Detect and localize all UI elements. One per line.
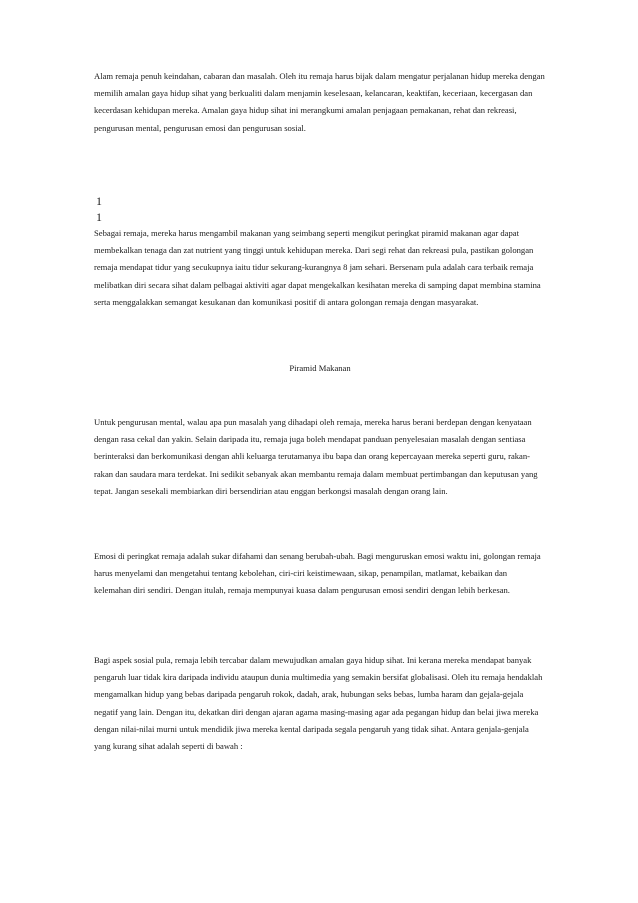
figure-caption: Piramid Makanan [289, 363, 351, 373]
paragraph-nutrition-rest: Sebagai remaja, mereka harus mengambil makanan yang seimbang seperti mengikut peringkat piramid makanan agar dapat membekalkan tenaga dan zat nutrient yang tinggi untuk kehidupan mereka. Dari segi rehat dan rekreasi pula, pastikan golongan remaja mendapat tidur yang secukupnya iaitu tidur sekurang-kurangnya 8 jam sehari. Bersenam pula adalah cara terbaik remaja melibatkan diri secara sihat dalam pelbagai aktiviti agar dapat mengekalkan kesihatan mereka di samping dapat membina stamina serta menggalakkan semangat kesukanan dan komunikasi positif di antara golongan remaja dengan masyarakat. [94, 228, 541, 307]
page-marker-2: 1 [96, 210, 102, 224]
paragraph-social: Bagi aspek sosial pula, remaja lebih tercabar dalam mewujudkan amalan gaya hidup sihat. Ini kerana mereka mendapat banyak pengaruh luar tidak kira daripada individu ataupun dunia multimedia yang semakin bersifat globalisasi. Oleh itu remaja hendaklah mengamalkan hidup yang bebas daripada pengaruh rokok, dadah, arak, hubungan seks bebas, lumba haram dan gejala-gejala negatif yang lain. Dengan itu, dekatkan diri dengan ajaran agama masing-masing agar ada pegangan hidup dan belai jiwa mereka dengan nilai-nilai murni untuk mendidik jiwa mereka kental daripada segala pengaruh yang tidak sihat. Antara genjala-genjala yang kurang sihat adalah seperti di bawah : [94, 655, 543, 752]
paragraph-mental: Untuk pengurusan mental, walau apa pun masalah yang dihadapi oleh remaja, mereka harus berani berdepan dengan kenyataan dengan rasa cekal dan yakin. Selain daripada itu, remaja juga boleh mendapat panduan penyelesaian masalah dengan sentiasa berinteraksi dan berkomunikasi dengan ahli keluarga terutamanya ibu bapa dan orang kepercayaan mereka seperti guru, rakan-rakan dan saudara mara terdekat. Ini sedikit sebanyak akan membantu remaja dalam membuat pertimbangan dan keputusan yang tepat. Jangan sesekali membiarkan diri bersendirian atau enggan berkongsi masalah dengan orang lain. [94, 417, 538, 496]
page-marker-1: 1 [96, 194, 102, 208]
paragraph-intro: Alam remaja penuh keindahan, cabaran dan masalah. Oleh itu remaja harus bijak dalam mengatur perjalanan hidup mereka dengan memilih amalan gaya hidup sihat yang berkualiti dalam menjamin keselesaan, kelancaran, keaktifan, keceriaan, kecergasan dan kecerdasan kehidupan mereka. Amalan gaya hidup sihat ini merangkumi amalan penjagaan pemakanan, rehat dan rekreasi, pengurusan mental, pengurusan emosi dan pengurusan sosial. [94, 71, 545, 133]
paragraph-emotion: Emosi di peringkat remaja adalah sukar difahami dan senang berubah-ubah. Bagi menguruskan emosi waktu ini, golongan remaja harus menyelami dan mengetahui tentang kebolehan, ciri-ciri keistimewaan, sikap, penampilan, matlamat, kebaikan dan kelemahan diri sendiri. Dengan itulah, remaja mempunyai kuasa dalam pengurusan emosi sendiri dengan lebih berkesan. [94, 551, 541, 596]
